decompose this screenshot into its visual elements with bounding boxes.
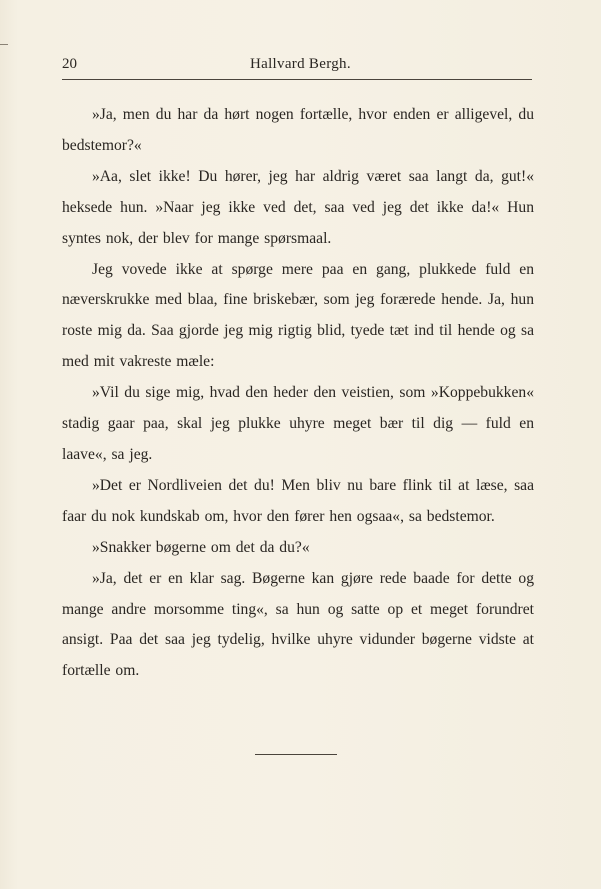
paragraph: »Det er Nordliveien det du! Men bliv nu bare flink til at læse, saa faar du nok kundskab om, hvor den fører hen ogsaa«, sa bedstemor. bbox=[62, 476, 534, 525]
end-rule bbox=[255, 754, 337, 755]
page-number: 20 bbox=[62, 56, 77, 72]
running-title: Hallvard Bergh. bbox=[250, 56, 351, 72]
paragraph: »Ja, men du har da hørt nogen fortælle, hvor enden er alligevel, du bedstemor?« bbox=[62, 106, 534, 154]
paragraph: »Aa, slet ikke! Du hører, jeg har aldrig været saa langt da, gut!« heksede hun. »Naar jeg ikke ved det, saa ved jeg det ikke da!« Hun syntes nok, der blev for mange spørsmaal. bbox=[62, 167, 534, 247]
paragraph: »Ja, det er en klar sag. Bøgerne kan gjøre rede baade for dette og mange andre morsomme ting«, sa hun og satte op et meget forundret ansigt. Paa det saa jeg tydelig, hvilke uhyre vidunder bøgerne vidste at fortælle om. bbox=[62, 569, 534, 680]
paragraph: »Snakker bøgerne om det da du?« bbox=[92, 538, 310, 556]
body-text bbox=[62, 100, 534, 687]
paragraph: »Vil du sige mig, hvad den heder den veistien, som »Koppebukken« stadig gaar paa, skal jeg plukke uhyre meget bær til dig — fuld en laave«, sa jeg. bbox=[62, 384, 534, 463]
page-edge-mark bbox=[0, 44, 8, 45]
paragraph: Jeg vovede ikke at spørge mere paa en gang, plukkede fuld en næverskrukke med blaa, fine briskebær, som jeg forærede hende. Ja, hun roste mig da. Saa gjorde jeg mig rigtig blid, tyede tæt ind til hende og sa med mit vakreste mæle: bbox=[62, 260, 534, 371]
page-header bbox=[62, 56, 532, 80]
header-rule bbox=[62, 79, 532, 80]
